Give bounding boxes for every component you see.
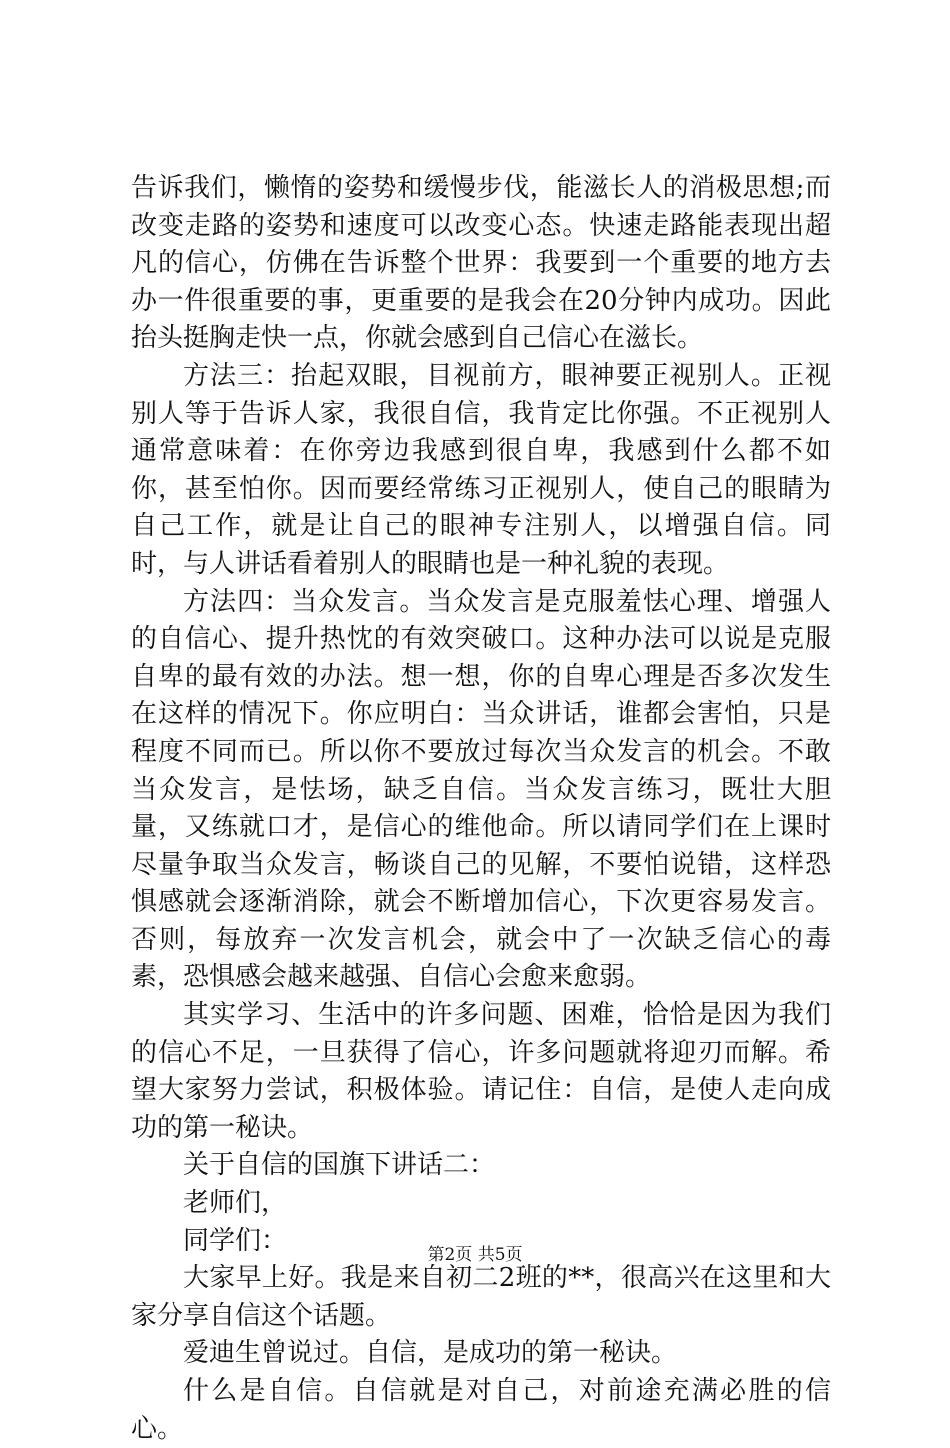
paragraph-introduction: 大家早上好。我是来自初二2班的**，很高兴在这里和大家分享自信这个话题。 [131, 1263, 831, 1331]
paragraph-method-four: 方法四：当众发言。当众发言是克服羞怯心理、增强人的自信心、提升热忱的有效突破口。这种办法可以说是克服自卑的最有效的办法。想一想，你的自卑心理是否多次发生在这样的情况下。你应明白：当众讲话，谁都会害怕，只是程度不同而已。所以你不要放过每次当众发言的机会。不敢当众发言，是怯场，缺乏自信。当众发言练习，既壮大胆量，又练就口才，是信心的维他命。所以请同学们在上课时尽量争取当众发言，畅谈自己的见解，不要怕说错，这样恐惧感就会逐渐消除，就会不断增加信心，下次更容易发言。否则，每放弃一次发言机会，就会中了一次缺乏信心的毒素，恐惧感会越来越强、自信心会愈来愈弱。 [131, 586, 831, 993]
greeting-students: 同学们： [183, 1225, 288, 1256]
paragraph-1: 告诉我们，懒惰的姿势和缓慢步伐，能滋长人的消极思想;而改变走路的姿势和速度可以改变心态。快速走路能表现出超凡的信心，仿佛在告诉整个世界：我要到一个重要的地方去办一件很重要的事，更重要的是我会在20分钟内成功。因此抬头挺胸走快一点，你就会感到自己信心在滋长。 [131, 173, 831, 354]
paragraph-method-three: 方法三：抬起双眼，目视前方，眼神要正视别人。正视别人等于告诉人家，我很自信，我肯定比你强。不正视别人通常意味着：在你旁边我感到很自卑，我感到什么都不如你，甚至怕你。因而要经常练习正视别人，使自己的眼睛为自己工作，就是让自己的眼神专注别人，以增强自信。同时，与人讲话看着别人的眼睛也是一种礼貌的表现。 [131, 360, 831, 579]
page-number-footer: 第2页 共5页 [427, 1245, 523, 1265]
paragraph-conclusion: 其实学习、生活中的许多问题、困难，恰恰是因为我们的信心不足，一旦获得了信心，许多问题就将迎刃而解。希望大家努力尝试，积极体验。请记住：自信，是使人走向成功的第一秘诀。 [131, 1000, 831, 1143]
paragraph-edison-quote: 爱迪生曾说过。自信，是成功的第一秘诀。 [183, 1338, 678, 1369]
paragraph-definition: 什么是自信。自信就是对自己，对前途充满必胜的信心。 [131, 1376, 831, 1444]
speech-two-heading: 关于自信的国旗下讲话二： [183, 1150, 496, 1181]
greeting-teachers: 老师们， [183, 1188, 288, 1219]
